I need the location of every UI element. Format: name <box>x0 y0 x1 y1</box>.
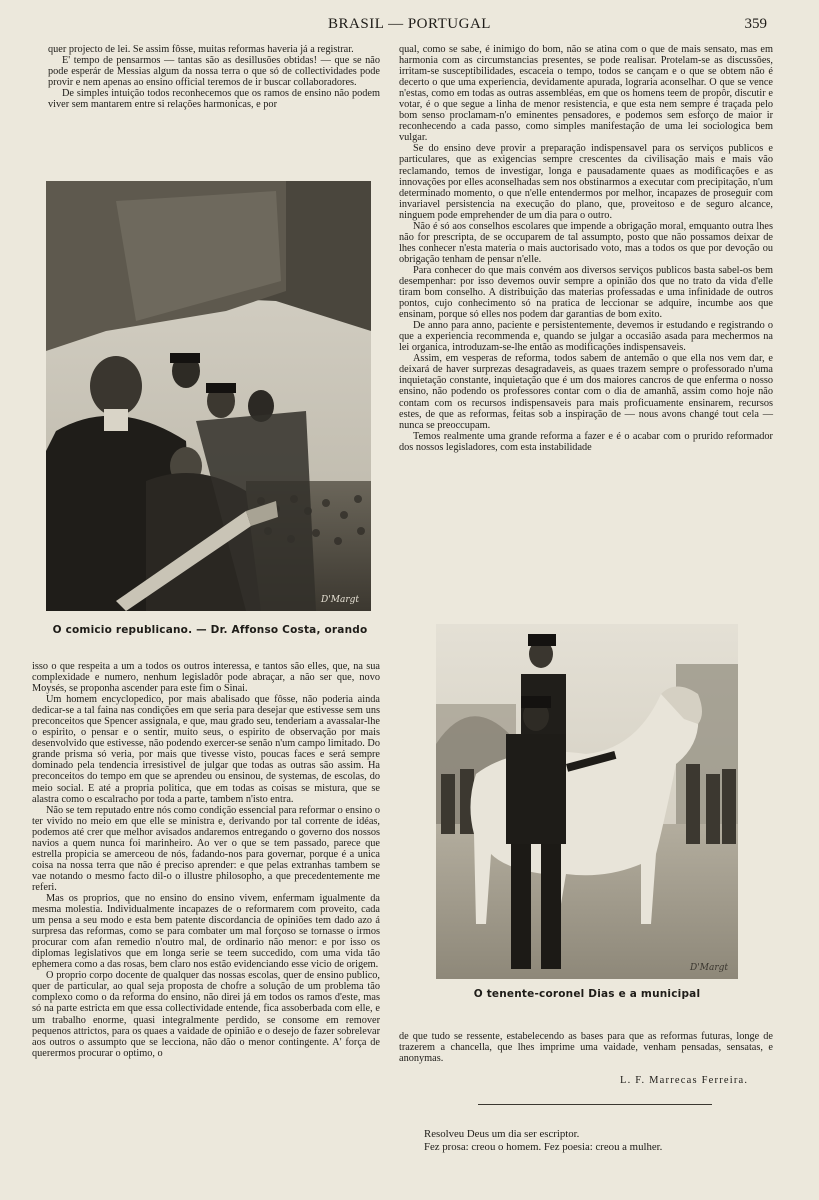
page-header <box>0 14 819 40</box>
photo-caption-comicio: O comicio republicano. — Dr. Affonso Costa, orando <box>52 624 368 636</box>
paragraph: Se do ensino deve provir a preparação indispensavel para os serviços publicos e particulares, que as exigencias sempre crescentes da civilisação mais e mais vão reclamando, temos de investigar, longa e pausadamente quaes as modificações e as innovações por elles aconselhadas sem nos obstinarmos a executar com precipitação, n'um determinado momento, o que n'elle entendermos por melhor, incapazes de proseguir com invariavel persistencia na execução do plano, que, proveitoso e de seguro alcance, ninguem pode emprehender de um dia para o outro. <box>399 143 773 221</box>
photo-illustration <box>46 181 371 611</box>
running-title: BRASIL — PORTUGAL <box>328 16 491 32</box>
article-author: L. F. Marrecas Ferreira. <box>620 1075 749 1086</box>
paragraph: Para conhecer do que mais convém aos diversos serviços publicos basta sabel-os bem desempenhar: por isso devemos ouvir sempre a opinião dos que no trato da vida d'elle tiram bom conselho. A distribuição das materias professadas e uma infinidade de outros pontos, cujo conhecimento só na pratica de leccionar se adquire, incumbe aos que ensinam, porque só elles nos podem dar garantias de bom exito. <box>399 264 773 321</box>
right-column-top-text <box>399 44 773 614</box>
paragraph: Mas os proprios, que no ensino do ensino vivem, enfermam igualmente da mesma molestia. Individualmente incapazes de o reformarem com proveito, cada um pensa a seu modo e esta bem patente discordancia de opiniões tem dado azo á surpresa das reformas, como se para combater um mal forçoso se tornasse o irmos procurar com afan remedio n'outro mal, de ordinario não menor: e por isso os diplomas legislativos que em longa serie se teem succedido, com uma vida tão ephemera como a das rosas, bem claro nos estão evidenciando esse vicio de origem. <box>32 892 380 971</box>
right-column-bottom-text <box>399 1031 773 1067</box>
photo-tenente-coronel <box>436 624 738 979</box>
photo-illustration <box>436 624 738 979</box>
paragraph: O proprio corpo docente de qualquer das nossas escolas, quer de ensino publico, quer de particular, ao qual seja proposta de chofre a solução de um problema tão complexo como o da reforma do ensino, não direi já em todos os ramos d'este, mas só na parte estricta em que essa collectividade entende, fica assoberbada com elle, e um trabalho enorme, quasi integralmente perdido, se consome em remover pequenos attrictos, para os quaes a vaidade de opinião e o desejo de fazer sobrelevar aos outros o assumpto que se lecciona, não dão o menor contingente. A' força de querermos procurar o optimo, o <box>32 970 380 1059</box>
photo-caption-tenente-coronel: O tenente-coronel Dias e a municipal <box>473 988 701 1000</box>
paragraph: De simples intuição todos reconhecemos que os ramos de ensino não podem viver sem mantarem entre si relações harmonicas, e por <box>48 88 380 111</box>
epigram-line: Resolveu Deus um dia ser escriptor. <box>424 1128 580 1140</box>
paragraph: Temos realmente uma grande reforma a fazer e é o acabar com o prurido reformador dos nossos legisladores, com esta instabilidade <box>399 430 773 453</box>
paragraph: E' tempo de pensarmos — tantas são as desillusões obtidas! — que se não pode esperár de Messias algum da nossa terra o que só de collectividades pode provir e nem apenas ao ensino official teremos de ir buscar collaboradores. <box>48 55 380 89</box>
paragraph: de que tudo se ressente, estabelecendo as bases para que as reformas futuras, longe de trazerem a chancella, que lhes imprime uma vaidade, venham pensadas, sensatas, e anonymas. <box>399 1031 773 1065</box>
paragraph: De anno para anno, paciente e persistentemente, devemos ir estudando e registrando o que a experiencia recommenda e, quando se julgar a occasião asada para mechermos na lei organica, introduzam-se-lhe então as modificações indispensaveis. <box>399 320 773 354</box>
epigram <box>424 1128 784 1153</box>
photo-signature: D'Margt <box>321 595 359 605</box>
paragraph: Um homem encyclopedico, por mais abalisado que fôsse, não poderia ainda dedicar-se a tal faina nas condições em que seria para desejar que estivesse sem uns preconceitos que Spencer assignala, e que, mau grado seu, tenderiam a avassalar-lhe o espirito, o pensar e o sentir, muito seus, o espirito de observação por mais desenvolvido que estivesse, não podendo exercer-se senão n'um campo limitado. Do grande prisma só veria, por mais que tivesse visto, poucas faces e será sempre dominado pela tendencia irresistivel de julgar que todas as outras são assim. Ha preconceitos do tempo em que se aprendeu ou ensinou, de systemas, de escolas, do meio social. E até a propria politica, que em todas as coisas se mistura, que se alastra como o escalracho por toda a parte, tambem n'isto entra. <box>32 694 380 805</box>
left-column-top-text <box>48 44 380 152</box>
section-divider <box>478 1104 712 1105</box>
paragraph: Não se tem reputado entre nós como condição essencial para reformar o ensino o ter vivido no meio em que elle se ministra e, derivando por tal corrente de idéas, podemos até crer que melhor avisados andaremos entregando o governo dos nossos navios a quem nunca foi marinheiro. Ao ver o que se tem passado, parece que estrella propicia se amerceou de nós, fadando-nos para governar, porque é a unica coisa na nossa terra que não é preciso aprender: e que pelas extranhas tambem se vae notando o mesmo facto dil-o o illustre philosopho, a que precedentemente me referi. <box>32 804 380 893</box>
paragraph: Assim, em vesperas de reforma, todos sabem de antemão o que ella nos vem dar, e deixará de haver surprezas desagradaveis, as quaes trazem sempre o professorado n'uma inquietação constante, inquietação que é um dos maiores cancros de que enferma o nosso ensino, não podendo os professores contar com o dia de amanhã, assim como hoje não contam com os recursos indispensaveis para mais proficuamente ensinarem, recursos estes, de que as reformas, feitas sob a inspiração de — nous avons changé tout cela — nunca se preoccupam. <box>399 353 773 431</box>
paragraph: qual, como se sabe, é inimigo do bom, não se atina com o que de mais sensato, mas em harmonia com as circumstancias presentes, se pode realisar. Protelam-se as discussões, irritam-se susceptibilidades, escaceia o tempo, todos se cançam e o que se obtem não é decerto o que uma experiencia, devidamente apurada, lograria aconselhar. O que se vence n'estas, como em todas as outras assembléas, em que os homens teem de propôr, discutir e votar, é o que segue a linha de menor resistencia, e que esta nem sempre é traçada pelo bom senso proclamam-n'o eminentes pensadores, e podemos sem esforço de maior ir reconhecendo a cada passo, como simples manifestação de uma lei sociologica bem vulgar. <box>399 44 773 144</box>
left-column-bottom-text <box>32 661 380 1181</box>
photo-signature: D'Margt <box>690 963 728 973</box>
epigram-line: Fez prosa: creou o homem. Fez poesia: creou a mulher. <box>424 1140 663 1153</box>
paragraph: quer projecto de lei. Se assim fôsse, muitas reformas haveria já a registrar. <box>48 44 354 55</box>
paragraph: Não é só aos conselhos escolares que impende a obrigação moral, emquanto outra lhes não for prescripta, de se occuparem de tal assumpto, posto que não possamos deixar de lhes conhecer n'esta materia o mais auctorisado voto, mas a todos os que por devoção ou obrigação tenham de pensar n'elle. <box>399 220 773 265</box>
page-number: 359 <box>744 16 767 32</box>
paragraph: isso o que respeita a um a todos os outros interessa, e tantos são elles, que, na sua complexidade e numero, nenhum legisladôr pode abraçar, a não ser que, novo Moysés, se proponha ascender para este fim o Sinai. <box>32 661 380 695</box>
photo-comicio-republicano <box>46 181 371 611</box>
